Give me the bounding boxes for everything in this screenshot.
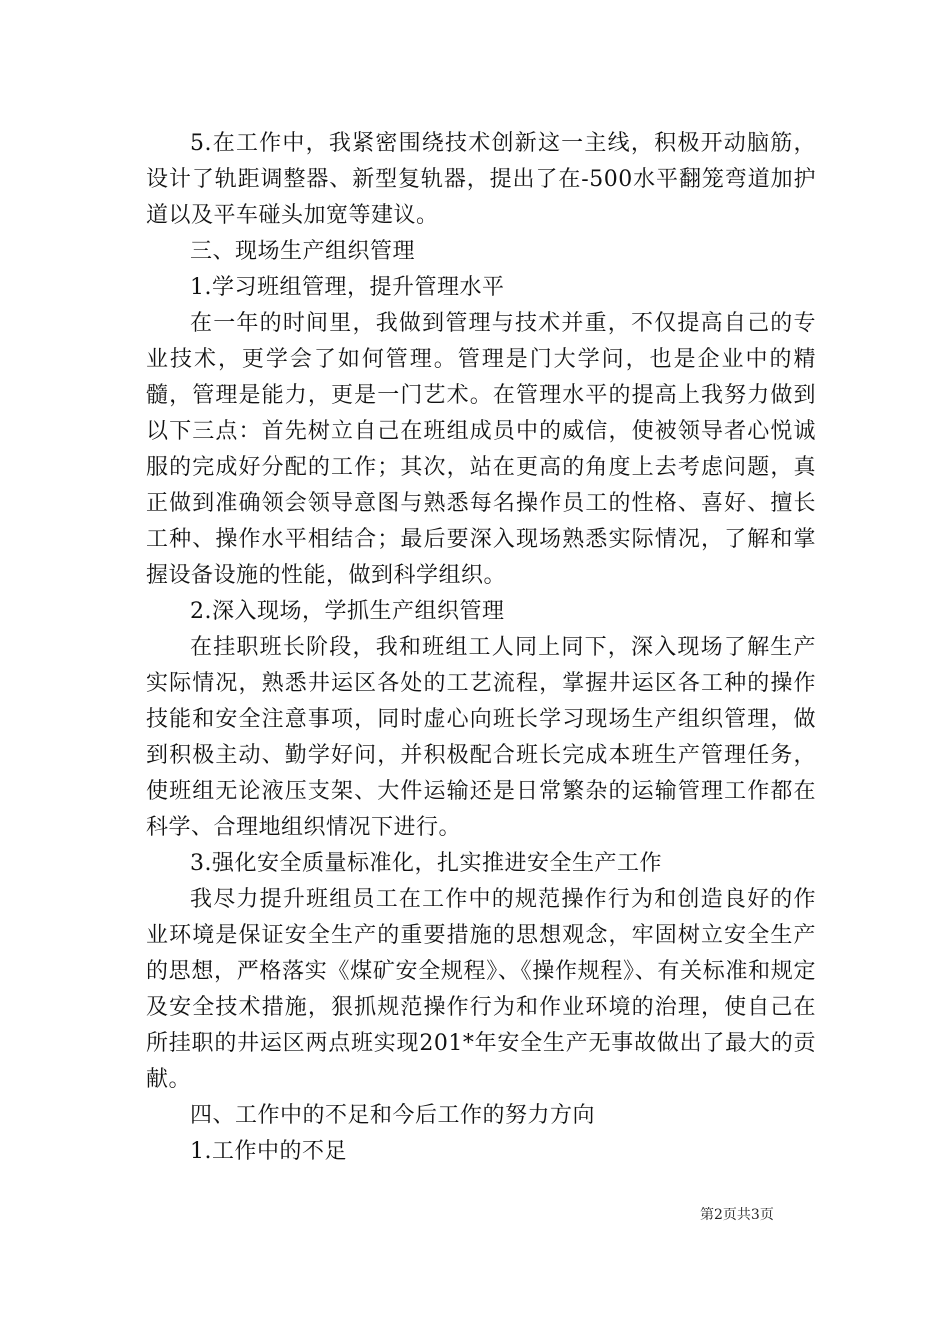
paragraph-tech-innovation: 5.在工作中，我紧密围绕技术创新这一主线，积极开动脑筋，设计了轨距调整器、新型复轨器，提出了在-500水平翻笼弯道加护道以及平车碰头加宽等建议。 [146,131,816,228]
subheading-field-production: 2.深入现场，学抓生产组织管理 [190,599,505,624]
paragraph-team-leader-stage: 在挂职班长阶段，我和班组工人同上同下，深入现场了解生产实际情况，熟悉井运区各处的工艺流程，掌握井运区各工种的操作技能和安全注意事项，同时虚心向班长学习现场生产组织管理，做到积极主动、勤学好问，并积极配合班长完成本班生产管理任务，使班组无论液压支架、大件运输还是日常繁杂的运输管理工作都在科学、合理地组织情况下进行。 [146,635,816,840]
document-body [146,126,816,1170]
subheading-team-management: 1.学习班组管理，提升管理水平 [190,275,505,300]
section-heading-shortcomings: 四、工作中的不足和今后工作的努力方向 [190,1103,596,1128]
paragraph-safety-production: 我尽力提升班组员工在工作中的规范操作行为和创造良好的作业环境是保证安全生产的重要措施的思想观念，牢固树立安全生产的思想，严格落实《煤矿安全规程》、《操作规程》、有关标准和规定及安全技术措施，狠抓规范操作行为和作业环境的治理，使自己在所挂职的井运区两点班实现201*年安全生产无事故做出了最大的贡献。 [146,887,816,1092]
page-number: 第2页共3页 [700,1207,774,1223]
section-heading-production-management: 三、现场生产组织管理 [190,239,416,264]
paragraph-management-skills: 在一年的时间里，我做到管理与技术并重，不仅提高自己的专业技术，更学会了如何管理。管理是门大学问，也是企业中的精髓，管理是能力，更是一门艺术。在管理水平的提高上我努力做到以下三点：首先树立自己在班组成员中的威信，使被领导者心悦诚服的完成好分配的工作；其次，站在更高的角度上去考虑问题，真正做到准确领会领导意图与熟悉每名操作员工的性格、喜好、擅长工种、操作水平相结合；最后要深入现场熟悉实际情况，了解和掌握设备设施的性能，做到科学组织。 [146,311,816,588]
subheading-work-shortcomings: 1.工作中的不足 [190,1139,347,1164]
subheading-safety-standards: 3.强化安全质量标准化，扎实推进安全生产工作 [190,851,662,876]
